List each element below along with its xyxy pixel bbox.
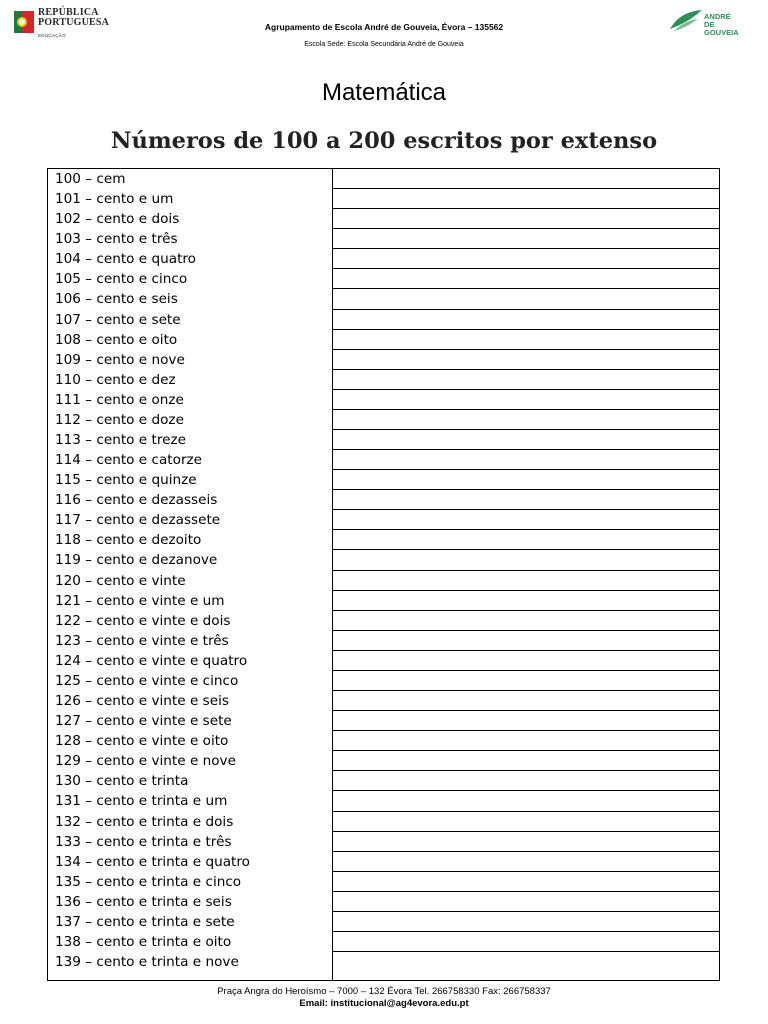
andre-de-gouveia-logo xyxy=(668,7,740,35)
writing-line[interactable] xyxy=(333,209,719,229)
number-entry: 139 – cento e trinta e nove xyxy=(55,954,239,971)
number-entry: 119 – cento e dezanove xyxy=(55,552,218,569)
writing-line[interactable] xyxy=(333,410,719,430)
number-entry: 130 – cento e trinta xyxy=(55,773,189,790)
writing-line[interactable] xyxy=(333,289,719,309)
footer-address: Praça Angra do Heroísmo – 7000 – 132 Évora Tel. 266758330 Fax: 266758337 xyxy=(217,986,551,997)
number-entry: 138 – cento e trinta e oito xyxy=(55,933,232,950)
number-entry: 120 – cento e vinte xyxy=(55,572,186,589)
number-entry: 121 – cento e vinte e um xyxy=(55,592,225,609)
number-entry: 109 – cento e nove xyxy=(55,351,185,368)
page-title: Números de 100 a 200 escritos por extenso xyxy=(110,128,658,154)
number-entry: 116 – cento e dezasseis xyxy=(55,492,218,509)
writing-line[interactable] xyxy=(333,189,719,209)
writing-line[interactable] xyxy=(333,671,719,691)
number-entry: 125 – cento e vinte e cinco xyxy=(55,672,239,689)
writing-line[interactable] xyxy=(333,751,719,771)
school-logo-text xyxy=(704,13,740,37)
writing-line[interactable] xyxy=(333,370,719,390)
writing-line[interactable] xyxy=(333,510,719,530)
writing-line[interactable] xyxy=(333,791,719,811)
number-entry: 104 – cento e quatro xyxy=(55,251,197,268)
writing-line[interactable] xyxy=(333,450,719,470)
writing-line[interactable] xyxy=(333,852,719,872)
writing-line[interactable] xyxy=(333,490,719,510)
school-logo-line-1: ANDRÉ DE xyxy=(704,12,731,29)
writing-line[interactable] xyxy=(333,571,719,591)
number-entry: 137 – cento e trinta e sete xyxy=(55,913,235,930)
school-name: Agrupamento de Escola André de Gouveia, Évora – 135562 xyxy=(264,22,504,32)
number-entry: 103 – cento e três xyxy=(55,231,178,248)
writing-line[interactable] xyxy=(333,651,719,671)
writing-line[interactable] xyxy=(333,591,719,611)
writing-line[interactable] xyxy=(333,169,719,189)
writing-line[interactable] xyxy=(333,892,719,912)
number-entry: 122 – cento e vinte e dois xyxy=(55,612,231,629)
writing-line[interactable] xyxy=(333,932,719,952)
writing-line[interactable] xyxy=(333,470,719,490)
number-entry: 108 – cento e oito xyxy=(55,331,178,348)
school-logo-line-2: GOUVEIA xyxy=(704,28,739,37)
number-entry: 102 – cento e dois xyxy=(55,211,180,228)
number-entry: 110 – cento e dez xyxy=(55,371,176,388)
number-entry: 113 – cento e treze xyxy=(55,432,186,449)
number-entry: 134 – cento e trinta e quatro xyxy=(55,853,250,870)
number-entry: 105 – cento e cinco xyxy=(55,271,188,288)
writing-line[interactable] xyxy=(333,229,719,249)
number-entry: 106 – cento e seis xyxy=(55,291,178,308)
writing-line[interactable] xyxy=(333,390,719,410)
gov-logo-line-1: REPÚBLICA xyxy=(38,7,99,18)
number-entry: 114 – cento e catorze xyxy=(55,452,203,469)
writing-line[interactable] xyxy=(333,310,719,330)
number-entry: 126 – cento e vinte e seis xyxy=(55,693,229,710)
writing-column xyxy=(333,169,719,980)
school-seat: Escola Sede: Escola Secundária André de Gouveia xyxy=(304,41,464,48)
number-entry: 127 – cento e vinte e sete xyxy=(55,713,232,730)
number-entry: 117 – cento e dezassete xyxy=(55,512,221,529)
number-entry: 135 – cento e trinta e cinco xyxy=(55,873,242,890)
number-entry: 132 – cento e trinta e dois xyxy=(55,813,234,830)
number-entry: 129 – cento e vinte e nove xyxy=(55,753,236,770)
number-entry: 133 – cento e trinta e três xyxy=(55,833,232,850)
writing-line[interactable] xyxy=(333,711,719,731)
writing-line[interactable] xyxy=(333,912,719,932)
writing-line[interactable] xyxy=(333,249,719,269)
writing-line[interactable] xyxy=(333,550,719,570)
number-entry: 115 – cento e quinze xyxy=(55,472,197,489)
number-entry: 128 – cento e vinte e oito xyxy=(55,733,229,750)
leaf-icon xyxy=(668,7,704,35)
writing-line[interactable] xyxy=(333,691,719,711)
writing-line[interactable] xyxy=(333,631,719,651)
number-entry: 131 – cento e trinta e um xyxy=(55,793,228,810)
number-entry: 101 – cento e um xyxy=(55,191,174,208)
number-entry: 112 – cento e doze xyxy=(55,411,184,428)
writing-line[interactable] xyxy=(333,350,719,370)
writing-line[interactable] xyxy=(333,771,719,791)
number-entry: 100 – cem xyxy=(55,171,126,187)
writing-line[interactable] xyxy=(333,430,719,450)
numbers-column xyxy=(48,169,333,980)
writing-line[interactable] xyxy=(333,611,719,631)
writing-line[interactable] xyxy=(333,530,719,550)
number-entry: 111 – cento e onze xyxy=(55,391,184,408)
number-entry: 136 – cento e trinta e seis xyxy=(55,893,232,910)
writing-line[interactable] xyxy=(333,952,719,972)
number-entry: 124 – cento e vinte e quatro xyxy=(55,652,248,669)
writing-line[interactable] xyxy=(333,731,719,751)
writing-line[interactable] xyxy=(333,330,719,350)
writing-line[interactable] xyxy=(333,832,719,852)
gov-logo-line-2: PORTUGUESA xyxy=(38,17,110,28)
writing-line[interactable] xyxy=(333,269,719,289)
numbers-table xyxy=(47,168,720,981)
footer-email: Email: institucional@ag4evora.edu.pt xyxy=(299,998,469,1009)
number-entry: 123 – cento e vinte e três xyxy=(55,632,229,649)
number-entry: 118 – cento e dezoito xyxy=(55,532,202,549)
number-entry: 107 – cento e sete xyxy=(55,311,181,328)
subject-heading: Matemática xyxy=(321,79,447,106)
gov-logo-sub: EDUCAÇÃO xyxy=(38,33,66,38)
writing-line[interactable] xyxy=(333,812,719,832)
writing-line[interactable] xyxy=(333,872,719,892)
